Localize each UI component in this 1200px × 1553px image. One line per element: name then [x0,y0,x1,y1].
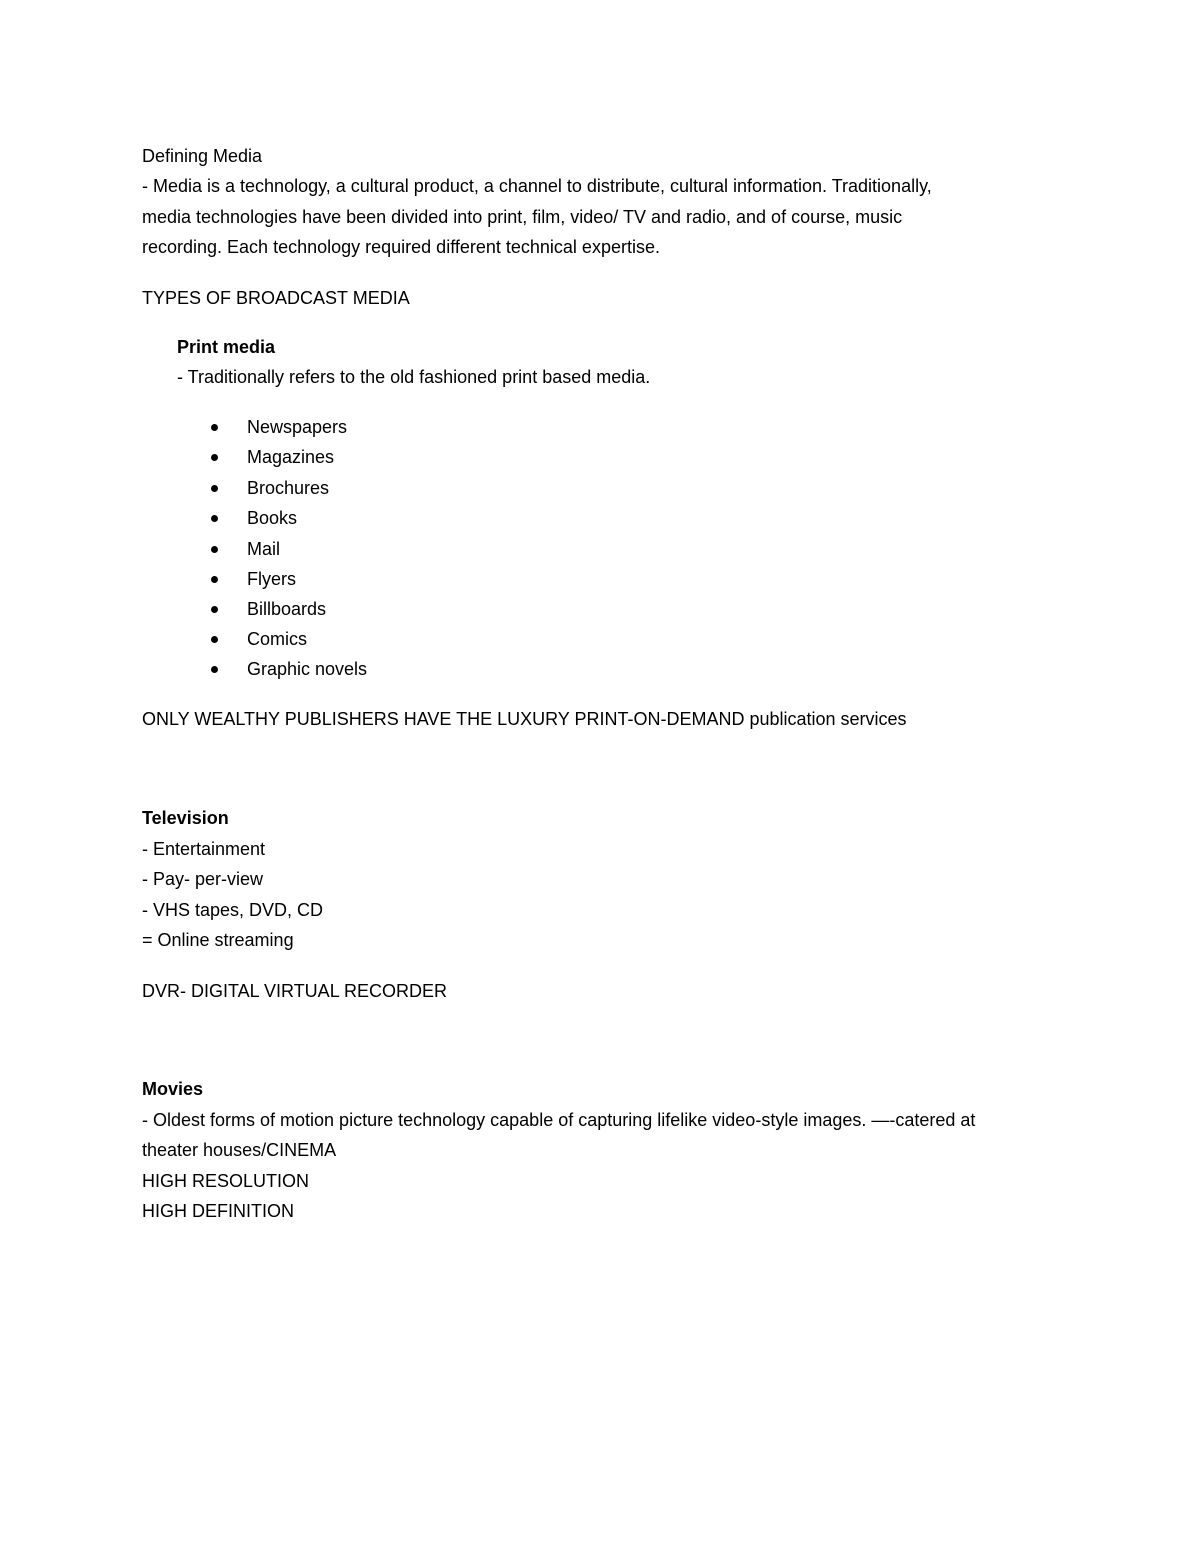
television-title: Television [142,808,229,828]
list-item-text: Newspapers [247,417,348,437]
list-item-text: Billboards [247,599,327,619]
list-item-text: Magazines [247,447,335,467]
movies-line: HIGH DEFINITION [142,1201,294,1221]
bullet-icon [211,454,218,461]
print-media-description: - Traditionally refers to the old fashioned print based media. [177,367,651,387]
movies-line: theater houses/CINEMA [142,1140,337,1160]
bullet-icon [211,606,218,613]
intro-line-2: media technologies have been divided into print, film, video/ TV and radio, and of course, music [142,207,903,227]
bullet-icon [211,636,218,643]
bullet-icon [211,515,218,522]
bullet-icon [211,546,218,553]
list-item-text: Brochures [247,478,330,498]
bullet-icon [211,424,218,431]
list-item-text: Books [247,508,298,528]
bullet-icon [211,576,218,583]
print-note: ONLY WEALTHY PUBLISHERS HAVE THE LUXURY PRINT-ON-DEMAND publication services [142,709,907,729]
print-media-title: Print media [177,337,276,357]
types-heading: TYPES OF BROADCAST MEDIA [142,288,410,308]
television-line: - Entertainment [142,839,266,859]
movies-line: HIGH RESOLUTION [142,1171,310,1191]
list-item-text: Flyers [247,569,296,589]
list-item-text: Graphic novels [247,659,368,679]
page-heading: Defining Media [142,146,263,166]
television-line: - VHS tapes, DVD, CD [142,900,324,920]
movies-line: - Oldest forms of motion picture technology capable of capturing lifelike video-style images. —-catered at [142,1110,976,1130]
list-item-text: Comics [247,629,308,649]
dvr-note: DVR- DIGITAL VIRTUAL RECORDER [142,981,448,1001]
movies-title: Movies [142,1079,204,1099]
television-line: = Online streaming [142,930,294,950]
television-line: - Pay- per-view [142,869,264,889]
bullet-icon [211,485,218,492]
intro-line-3: recording. Each technology required different technical expertise. [142,237,660,257]
intro-line-1: - Media is a technology, a cultural product, a channel to distribute, cultural information. Traditionally, [142,176,932,196]
list-item-text: Mail [247,539,281,559]
bullet-icon [211,666,218,673]
